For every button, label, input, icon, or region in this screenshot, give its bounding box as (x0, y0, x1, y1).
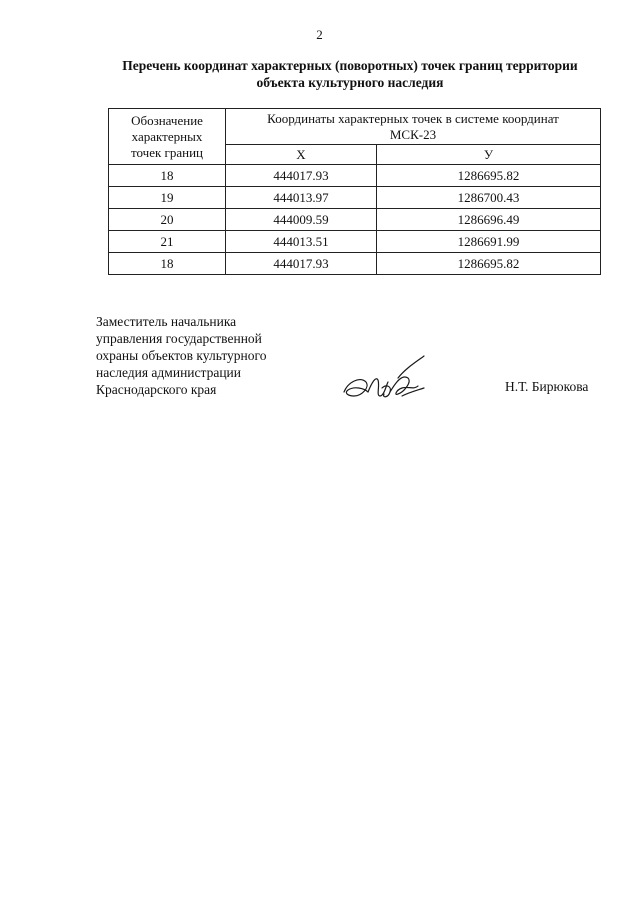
cell-y: 1286700.43 (377, 187, 601, 209)
cell-x: 444017.93 (226, 253, 377, 275)
header-x: X (226, 145, 377, 165)
header-point-designation (109, 109, 226, 165)
table-row (109, 165, 601, 187)
cell-x: 444013.51 (226, 231, 377, 253)
document-title-line-1: Перечень координат характерных (поворотных) точек границ территории (122, 58, 578, 73)
cell-x: 444013.97 (226, 187, 377, 209)
table-row (109, 253, 601, 275)
header-y: У (377, 145, 601, 165)
cell-y: 1286695.82 (377, 253, 601, 275)
table-header-row (109, 109, 601, 145)
signer-role-line: Заместитель начальника (96, 314, 237, 329)
document-title-line-2: объекта культурного наследия (256, 75, 444, 90)
cell-y: 1286696.49 (377, 209, 601, 231)
cell-point: 18 (109, 165, 226, 187)
cell-point: 20 (109, 209, 226, 231)
header-coordinates-group (226, 109, 601, 145)
signer-role-line: наследия администрации (96, 365, 241, 380)
signer-role-line: Краснодарского края (96, 382, 217, 397)
cell-point: 21 (109, 231, 226, 253)
handwritten-signature (338, 352, 434, 416)
header-point-line-2: характерных (131, 129, 203, 144)
header-group-line-2: МСК-23 (389, 127, 437, 142)
header-point-line-1: Обозначение (131, 113, 203, 128)
table-row (109, 209, 601, 231)
cell-x: 444009.59 (226, 209, 377, 231)
signer-role-line: охраны объектов культурного (96, 348, 267, 363)
cell-x: 444017.93 (226, 165, 377, 187)
cell-point: 19 (109, 187, 226, 209)
signer-role-line: управления государственной (96, 331, 262, 346)
signer-role (96, 313, 356, 398)
header-point-line-3: точек границ (130, 145, 204, 160)
document-title (80, 57, 620, 91)
cell-y: 1286691.99 (377, 231, 601, 253)
cell-y: 1286695.82 (377, 165, 601, 187)
table-row (109, 187, 601, 209)
cell-point: 18 (109, 253, 226, 275)
page-number: 2 (316, 27, 323, 42)
table-row (109, 231, 601, 253)
coordinates-table (108, 108, 601, 275)
header-group-line-1: Координаты характерных точек в системе координат (267, 111, 559, 126)
signer-name: Н.Т. Бирюкова (505, 379, 589, 394)
